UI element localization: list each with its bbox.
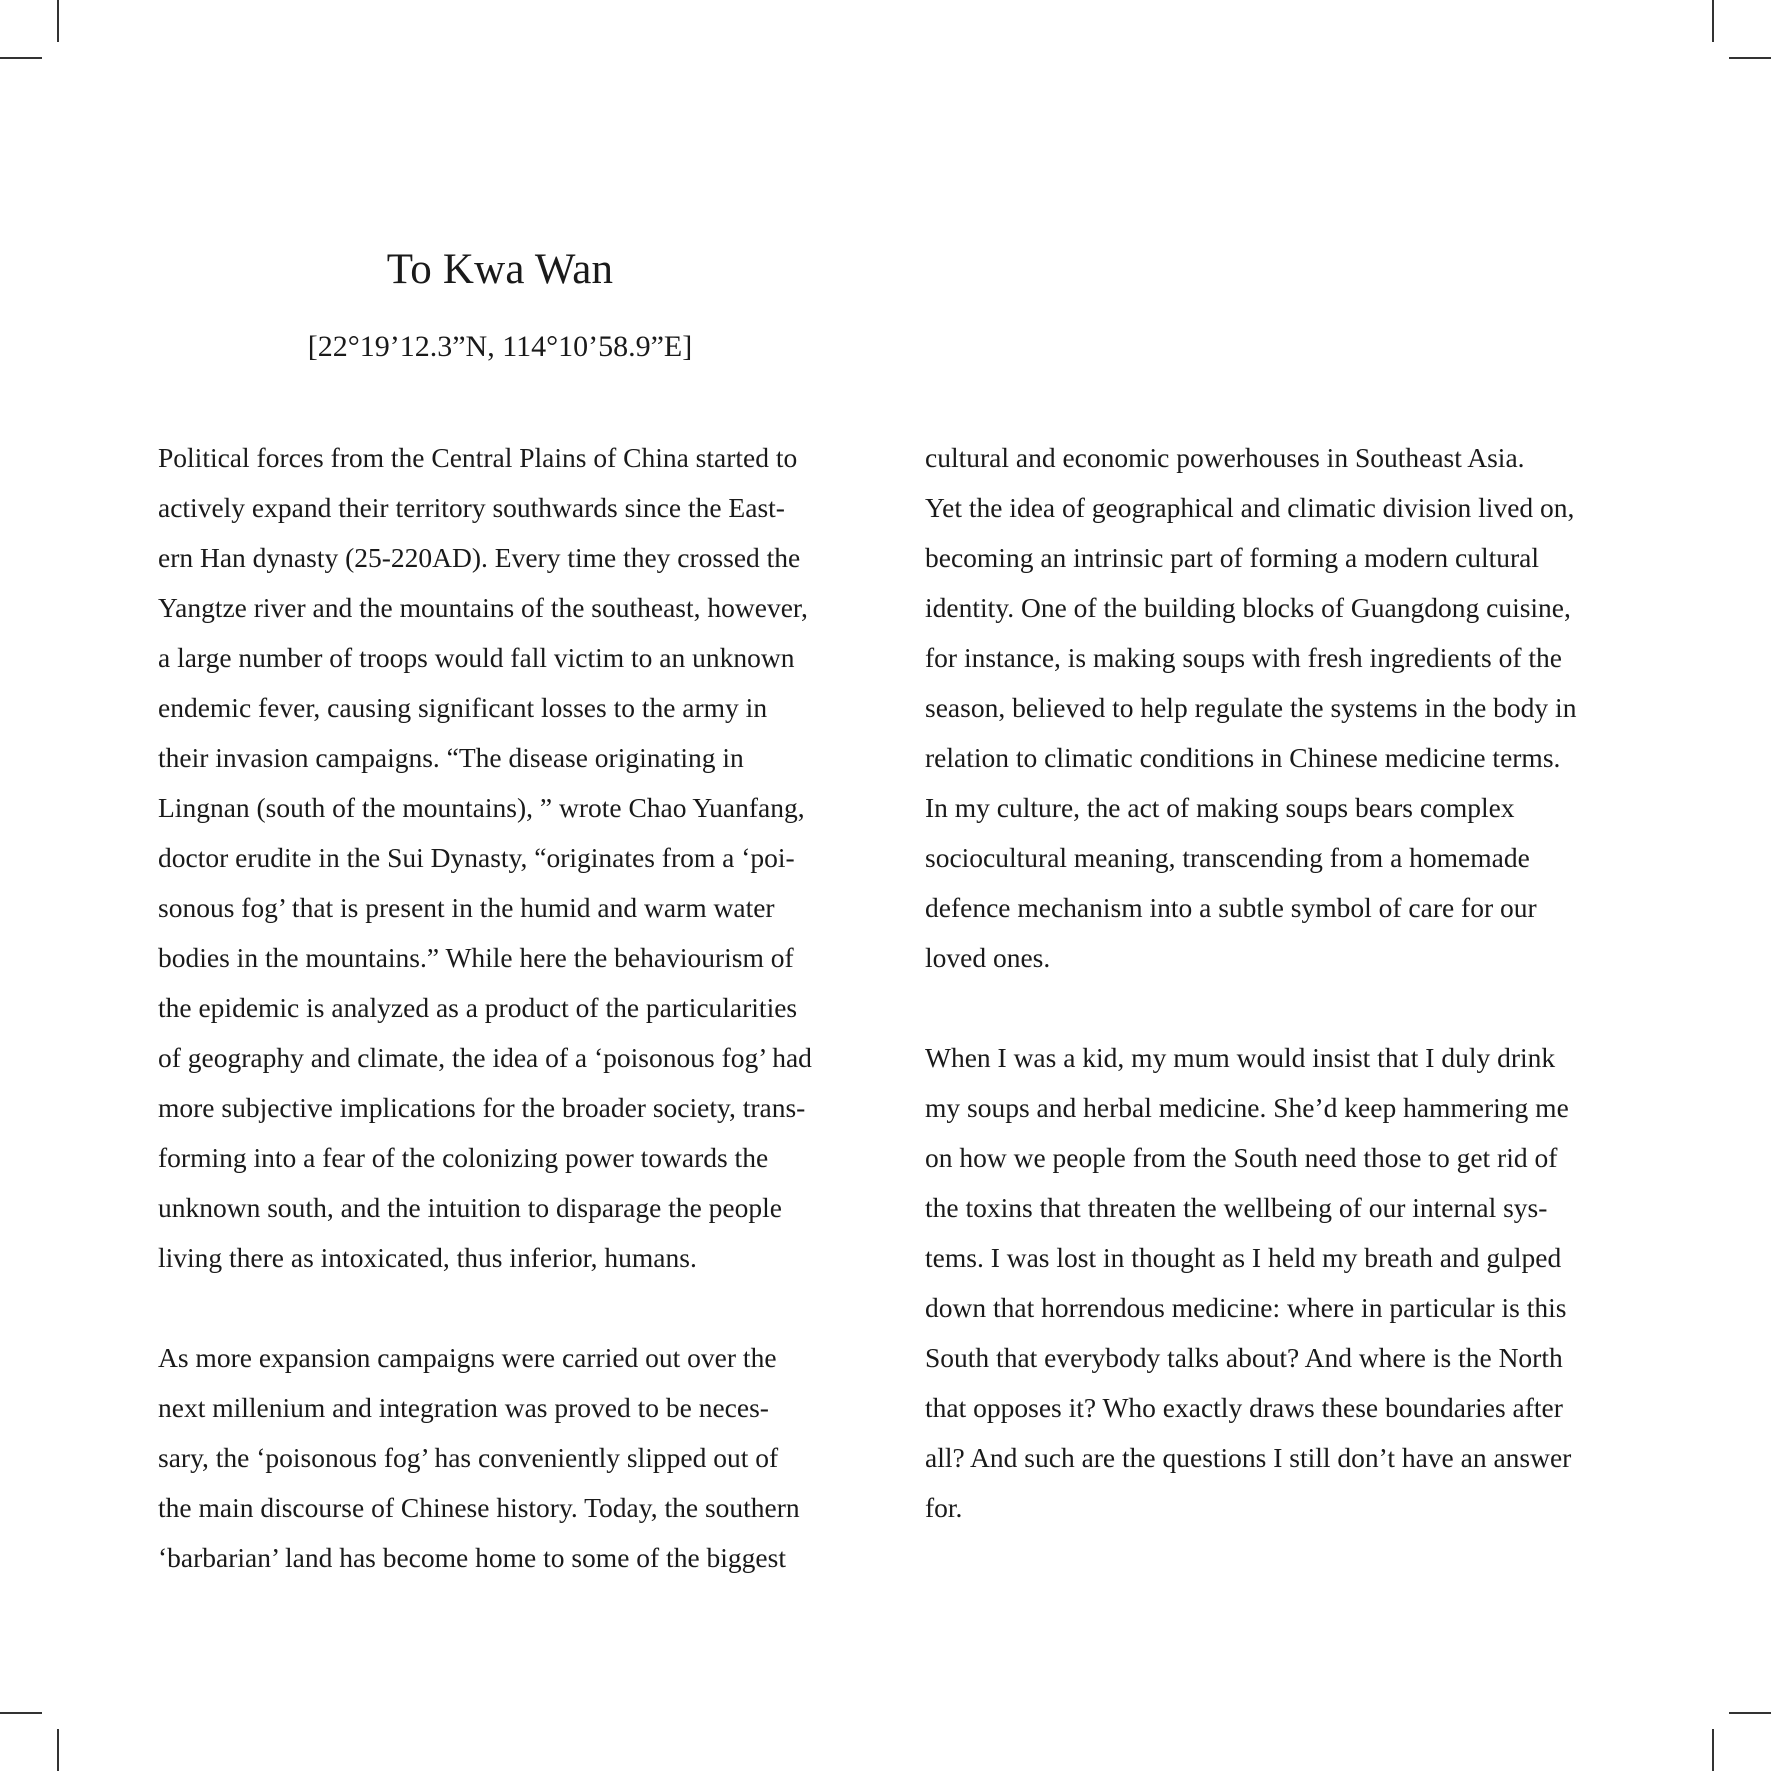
text-line: actively expand their territory southwards since the East- [158,492,785,523]
text-line: unknown south, and the intuition to disparage the people [158,1192,782,1223]
text-line: a large number of troops would fall victim to an unknown [158,642,795,673]
text-line: ern Han dynasty (25-220AD). Every time they crossed the [158,542,801,573]
text-line: Lingnan (south of the mountains), ” wrote Chao Yuanfang, [158,792,805,823]
text-line: more subjective implications for the broader society, trans- [158,1092,806,1123]
text-line: defence mechanism into a subtle symbol of care for our [925,892,1537,923]
text-line: sonous fog’ that is present in the humid and warm water [158,892,775,923]
text-line: loved ones. [925,942,1051,973]
text-line: the epidemic is analyzed as a product of the particularities [158,992,798,1023]
text-line: bodies in the mountains.” While here the behaviourism of [158,942,794,973]
text-line: that opposes it? Who exactly draws these boundaries after [925,1392,1563,1423]
text-line: doctor erudite in the Sui Dynasty, “originates from a ‘poi- [158,842,795,873]
crop-mark-top-left-horizontal [0,57,42,59]
text-line: on how we people from the South need those to get rid of [925,1142,1558,1173]
text-line: for instance, is making soups with fresh ingredients of the [925,642,1562,673]
crop-mark-top-right-horizontal [1729,57,1771,59]
left-text-column [158,433,878,1583]
text-line: identity. One of the building blocks of Guangdong cuisine, [925,592,1571,623]
crop-mark-bottom-left-vertical [57,1729,59,1771]
paragraph-gap [158,1283,878,1333]
paragraph [158,1333,878,1583]
text-line: sary, the ‘poisonous fog’ has conveniently slipped out of [158,1442,779,1473]
text-line: In my culture, the act of making soups bears complex [925,792,1515,823]
text-line: relation to climatic conditions in Chinese medicine terms. [925,742,1561,773]
crop-mark-top-left-vertical [57,0,59,42]
text-line: When I was a kid, my mum would insist that I duly drink [925,1042,1556,1073]
paragraph-gap [925,983,1645,1033]
text-line: ‘barbarian’ land has become home to some of the biggest [158,1542,786,1573]
text-line: South that everybody talks about? And where is the North [925,1342,1563,1373]
text-line: tems. I was lost in thought as I held my breath and gulped [925,1242,1562,1273]
paragraph [158,433,878,1283]
paragraph [925,433,1645,983]
page-title: To Kwa Wan [386,246,614,293]
text-line: my soups and herbal medicine. She’d keep hammering me [925,1092,1569,1123]
text-line: next millenium and integration was proved to be neces- [158,1392,769,1423]
text-line: their invasion campaigns. “The disease originating in [158,742,744,773]
text-line: the toxins that threaten the wellbeing of our internal sys- [925,1192,1548,1223]
text-line: Yangtze river and the mountains of the southeast, however, [158,592,808,623]
text-line: the main discourse of Chinese history. Today, the southern [158,1492,800,1523]
text-line: of geography and climate, the idea of a ‘poisonous fog’ had [158,1042,812,1073]
text-line: down that horrendous medicine: where in particular is this [925,1292,1567,1323]
text-line: all? And such are the questions I still don’t have an answer [925,1442,1572,1473]
crop-mark-top-right-vertical [1712,0,1714,42]
text-line: living there as intoxicated, thus inferior, humans. [158,1242,697,1273]
text-line: cultural and economic powerhouses in Southeast Asia. [925,442,1525,473]
location-coordinates: [22°19’12.3”N, 114°10’58.9”E] [307,330,693,363]
text-line: Political forces from the Central Plains of China started to [158,442,798,473]
text-line: season, believed to help regulate the systems in the body in [925,692,1577,723]
right-text-column [925,433,1645,1533]
text-line: As more expansion campaigns were carried out over the [158,1342,777,1373]
text-line: Yet the idea of geographical and climatic division lived on, [925,492,1575,523]
text-line: becoming an intrinsic part of forming a modern cultural [925,542,1539,573]
text-line: endemic fever, causing significant losses to the army in [158,692,768,723]
paragraph [925,1033,1645,1533]
text-line: for. [925,1492,963,1523]
text-line: forming into a fear of the colonizing power towards the [158,1142,769,1173]
text-line: sociocultural meaning, transcending from a homemade [925,842,1530,873]
crop-mark-bottom-right-horizontal [1729,1712,1771,1714]
crop-mark-bottom-right-vertical [1712,1729,1714,1771]
crop-mark-bottom-left-horizontal [0,1712,42,1714]
